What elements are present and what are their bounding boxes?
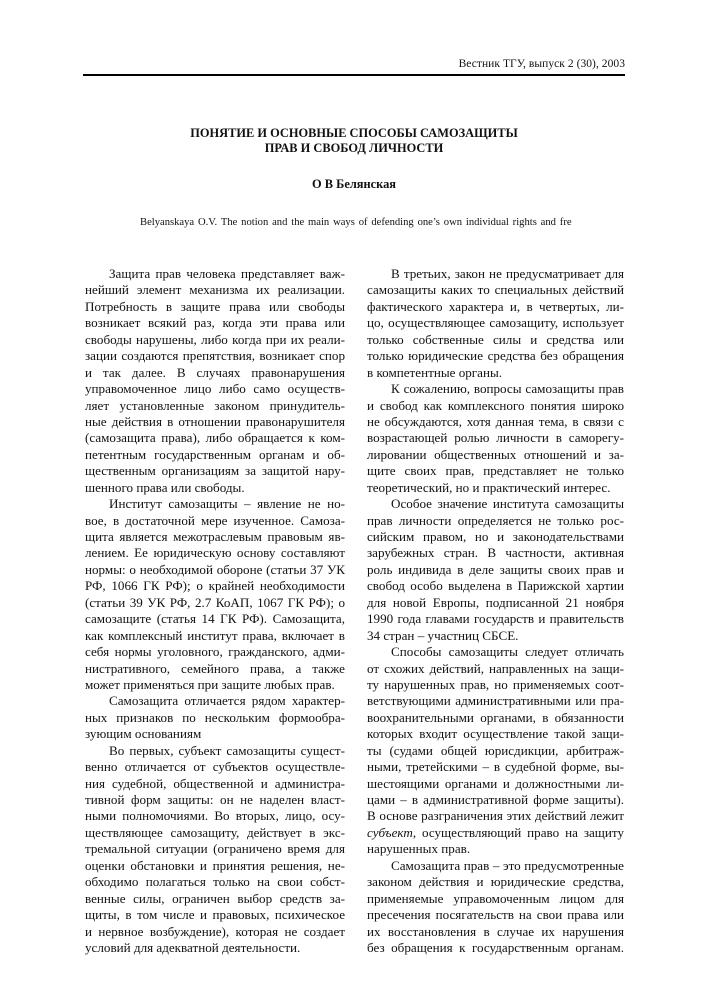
italic-term: субъект bbox=[367, 824, 413, 840]
text-line: шестоящими органами и должностными ли- bbox=[367, 775, 624, 791]
text-line: зующим основаниям bbox=[85, 726, 202, 742]
text-line: ляет установленные законом принудитель- bbox=[85, 397, 345, 413]
text-line: ния судебной, общественной и администра- bbox=[85, 775, 345, 791]
text-line: самозащиты каких то специальных действий bbox=[367, 282, 624, 298]
text-line: может применяться при защите любых прав. bbox=[85, 676, 335, 692]
text-line: 34 стран – участниц СБСЕ. bbox=[367, 627, 519, 643]
text-line: как комплексный институт права, включает в bbox=[85, 627, 345, 643]
text-line: Способы самозащиты следует отличать bbox=[391, 644, 624, 660]
text-line: ных признаков по нескольким формообра- bbox=[85, 709, 345, 725]
header-rule bbox=[83, 74, 625, 76]
text-line: венно отличается от субъектов осуществле- bbox=[85, 759, 345, 775]
text-line: К сожалению, вопросы самозащиты прав bbox=[391, 381, 624, 397]
text-line: венные силы, ограничен выбор средств за- bbox=[85, 890, 345, 906]
text-line: Защита прав человека представляет важ- bbox=[109, 266, 345, 281]
text-line: нейший элемент механизма их реализации. bbox=[85, 282, 345, 298]
author-name: О В Белянская bbox=[312, 177, 396, 191]
text-line: прав личности определяется не только рос- bbox=[367, 512, 624, 528]
text-line: законом действия и юридические средства, bbox=[367, 874, 624, 890]
text-line: лировании общественных отношений и за- bbox=[367, 446, 624, 462]
text-line: тивной форм защиты: он не наделен власт- bbox=[85, 792, 345, 807]
text-line: воохранительными органами, в обязанности bbox=[367, 709, 624, 725]
text-line: свободы нарушены, либо когда при их реали- bbox=[85, 331, 345, 347]
right-column bbox=[367, 266, 624, 956]
text-line: 1990 года главами государств и правительств bbox=[367, 611, 624, 627]
text-line: Самозащита отличается рядом характер- bbox=[109, 693, 345, 709]
text-line: зарубежных стран. В частности, активная bbox=[367, 545, 624, 561]
text-line: Институт самозащиты – явление не но- bbox=[109, 496, 345, 512]
text-line: лением. Ее юридическую основу составляют bbox=[85, 545, 345, 561]
text-line: условий для адекватной деятельности. bbox=[85, 939, 301, 955]
text-line: нормы: о необходимой обороне (статьи 37 УК bbox=[85, 561, 345, 577]
text-line: обходимо полагаться только на свои собст- bbox=[85, 874, 345, 890]
text-line: только юридические средства без обращения bbox=[367, 348, 624, 364]
text-line: возникает всякий раз, когда эти права или bbox=[85, 315, 345, 331]
text-line: теоретический, но и практический интерес. bbox=[367, 479, 611, 495]
text-line: В основе разграничения этих действий лежит bbox=[367, 808, 624, 824]
text-line: нарушенных прав. bbox=[367, 841, 471, 857]
text-line: цо, осуществляющее самозащиту, использует bbox=[367, 315, 624, 331]
text-line: свобод особо выделена в Парижской хартии bbox=[367, 578, 624, 594]
text-line: их восстановления в случае их нарушения bbox=[367, 923, 624, 939]
text-line: шенного права или свободы. bbox=[85, 479, 245, 495]
text-line: Самозащита прав – это предусмотренные bbox=[391, 857, 624, 873]
text-line: нистративного, семейного права, а также bbox=[85, 660, 345, 676]
text-line: (статьи 39 УК РФ, 2.7 КоАП, 1067 ГК РФ); о bbox=[85, 594, 345, 610]
text-line: самозащите (статья 14 ГК РФ). Самозащита, bbox=[85, 611, 345, 627]
text-line: в компетентные органы. bbox=[367, 364, 503, 380]
text-line: фактического характера и, в четвертых, ли- bbox=[367, 298, 624, 314]
title-line-1: ПОНЯТИЕ И ОСНОВНЫЕ СПОСОБЫ САМОЗАЩИТЫ bbox=[190, 126, 518, 140]
text-line: пресечения посягательств на свои права или bbox=[367, 907, 624, 923]
text-line: сийским правом, но и законодательствами bbox=[367, 529, 624, 544]
text-line: ными, третейскими – в судебной форме, вы- bbox=[367, 759, 624, 775]
text-line: тремальной ситуации (ограничено время для bbox=[85, 841, 345, 857]
text-line: РФ, 1066 ГК РФ); о крайней необходимости bbox=[85, 578, 345, 594]
text-line: роль индивида в деле защиты своих прав и bbox=[367, 561, 624, 577]
text-line: ту нарушенных прав, но применяемых соот- bbox=[367, 676, 624, 692]
text-line: ные действия в отношении правонарушителя bbox=[85, 413, 345, 429]
text-line: возрастающей ролью личности в саморегу- bbox=[367, 430, 624, 446]
text-line: оценки обстановки и принятия решения, не- bbox=[85, 857, 345, 873]
text-line: Во первых, субъект самозащиты сущест- bbox=[109, 742, 345, 758]
text-line: Потребность в защите права или свободы bbox=[85, 298, 345, 314]
article-title bbox=[83, 126, 625, 156]
text-line: управомоченное лицо либо само осуществ- bbox=[85, 381, 345, 397]
text-line: для новой Европы, подписанной 21 ноября bbox=[367, 594, 624, 610]
text-line: не обсуждаются, хотя данная тема, в связи с bbox=[367, 413, 624, 429]
text-line: щественным организациям за защитой нару- bbox=[85, 463, 345, 479]
text-line: применяемые управомоченным лицом для bbox=[367, 890, 624, 906]
text-line: ты (судами общей юрисдикции, арбитраж- bbox=[367, 742, 624, 758]
text-line: себя нормы уголовного, гражданского, адми- bbox=[85, 644, 345, 660]
text-line: (самозащита права), либо обращается к ком- bbox=[85, 430, 345, 446]
text-line: и так далее. В случаях правонарушения bbox=[85, 364, 345, 380]
english-abstract: Belyanskaya O.V. The notion and the main ways of defending one’s own individual rights and fre bbox=[140, 217, 572, 228]
left-column bbox=[85, 266, 345, 956]
text-line: вое, в достаточной мере изученное. Самоза- bbox=[85, 512, 345, 528]
text-line: Особое значение института самозащиты bbox=[391, 496, 624, 512]
running-head: Вестник ТГУ, выпуск 2 (30), 2003 bbox=[458, 58, 625, 70]
text-line: цами – в административной форме защиты). bbox=[367, 792, 624, 807]
text-line: щите своих прав, представляет не только bbox=[367, 463, 624, 479]
text-line: ществляющее самозащиту, действует в экс- bbox=[85, 824, 345, 840]
text-line: и нервное возбуждение), которая не создает bbox=[85, 923, 345, 939]
title-line-2: ПРАВ И СВОБОД ЛИЧНОСТИ bbox=[264, 141, 444, 155]
text-line: субъект, осуществляющий право на защиту bbox=[367, 824, 624, 840]
text-line: щита является межотраслевым правовым яв- bbox=[85, 529, 345, 544]
text-line: только собственные силы и средства или bbox=[367, 331, 624, 347]
text-line: от схожих действий, направленных на защи- bbox=[367, 660, 624, 676]
text-line: щиты, в том числе и правовых, психическое bbox=[85, 907, 345, 923]
text-line: и свобод как комплексного понятия широко bbox=[367, 397, 624, 413]
text-line: без обращения к государственным органам. bbox=[367, 939, 624, 955]
text-line: ветствующими административными или пра- bbox=[367, 693, 624, 709]
text-line: В третьих, закон не предусматривает для bbox=[391, 266, 624, 281]
text-line: петентным государственным органам и об- bbox=[85, 446, 345, 462]
text-line: зации создаются препятствия, возникает спор bbox=[85, 348, 345, 364]
text-line: которых входит осуществление такой защи- bbox=[367, 726, 624, 742]
text-line: ными полномочиями. Во вторых, лицо, осу- bbox=[85, 808, 345, 824]
